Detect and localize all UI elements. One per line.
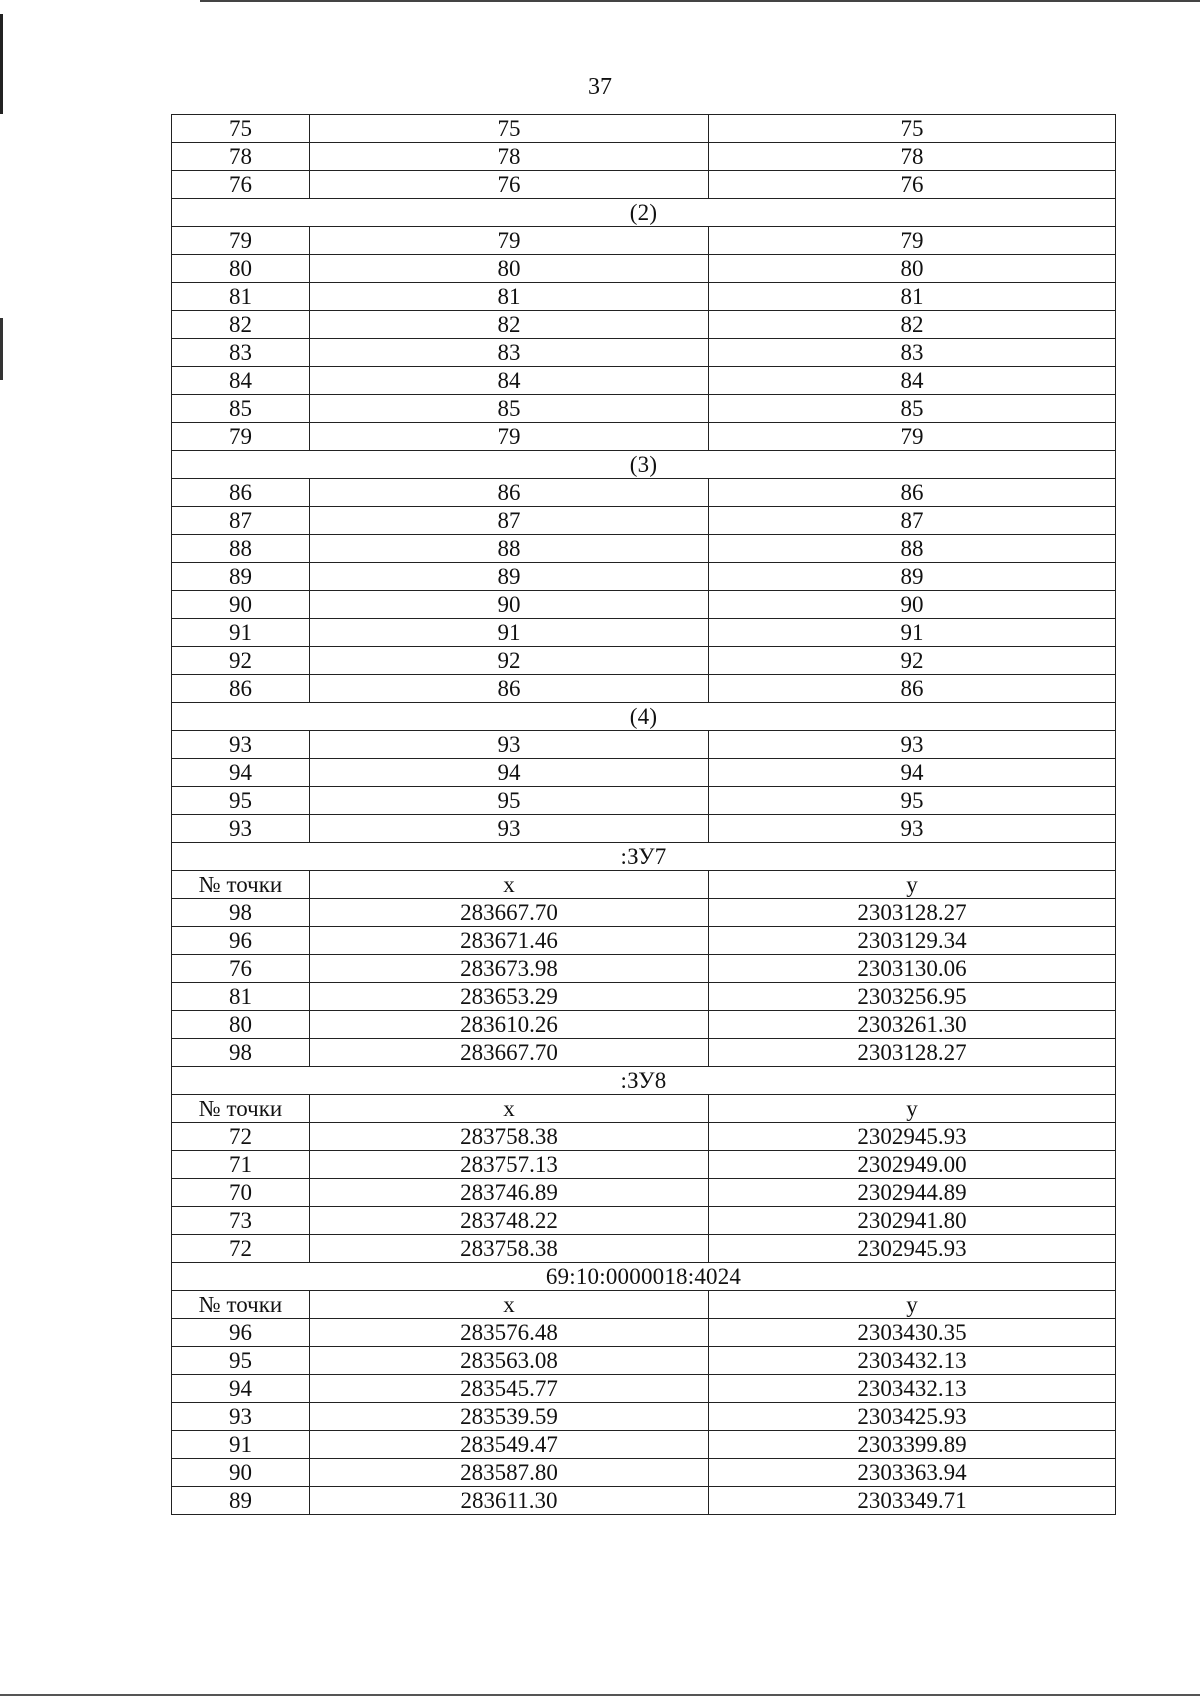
section-header-row [172, 1067, 1116, 1095]
x-coordinate-cell: 283610.26 [310, 1011, 709, 1039]
x-coordinate-cell: 283758.38 [310, 1123, 709, 1151]
y-coordinate-cell: y [709, 1291, 1116, 1319]
table-row [172, 871, 1116, 899]
y-coordinate-cell: 78 [709, 143, 1116, 171]
y-coordinate-cell: 2302949.00 [709, 1151, 1116, 1179]
table-row [172, 759, 1116, 787]
y-coordinate-cell: 2303425.93 [709, 1403, 1116, 1431]
table-row [172, 1403, 1116, 1431]
table-row [172, 1095, 1116, 1123]
point-number-cell: 80 [172, 1011, 310, 1039]
point-number-cell: 95 [172, 787, 310, 815]
y-coordinate-cell: 2303363.94 [709, 1459, 1116, 1487]
y-coordinate-cell: 87 [709, 507, 1116, 535]
table-row [172, 1179, 1116, 1207]
x-coordinate-cell: 75 [310, 115, 709, 143]
y-coordinate-cell: y [709, 871, 1116, 899]
table-row [172, 1123, 1116, 1151]
x-coordinate-cell: 79 [310, 227, 709, 255]
point-number-cell: № точки [172, 1095, 310, 1123]
y-coordinate-cell: 2303128.27 [709, 899, 1116, 927]
table-row [172, 479, 1116, 507]
y-coordinate-cell: 75 [709, 115, 1116, 143]
table-row [172, 171, 1116, 199]
x-coordinate-cell: 80 [310, 255, 709, 283]
section-title: 69:10:0000018:4024 [172, 1263, 1116, 1291]
y-coordinate-cell: 2303130.06 [709, 955, 1116, 983]
table-row [172, 899, 1116, 927]
x-coordinate-cell: 283563.08 [310, 1347, 709, 1375]
point-number-cell: 89 [172, 563, 310, 591]
table-row [172, 507, 1116, 535]
x-coordinate-cell: 78 [310, 143, 709, 171]
x-coordinate-cell: 91 [310, 619, 709, 647]
table-row [172, 1151, 1116, 1179]
y-coordinate-cell: 76 [709, 171, 1116, 199]
point-number-cell: 79 [172, 423, 310, 451]
point-number-cell: 95 [172, 1347, 310, 1375]
point-number-cell: 91 [172, 1431, 310, 1459]
table-row [172, 1487, 1116, 1515]
point-number-cell: 85 [172, 395, 310, 423]
y-coordinate-cell: 90 [709, 591, 1116, 619]
table-row [172, 1431, 1116, 1459]
table-row [172, 1039, 1116, 1067]
x-coordinate-cell: 92 [310, 647, 709, 675]
point-number-cell: 83 [172, 339, 310, 367]
table-row [172, 1375, 1116, 1403]
x-coordinate-cell: 283545.77 [310, 1375, 709, 1403]
table-row [172, 647, 1116, 675]
point-number-cell: 96 [172, 1319, 310, 1347]
y-coordinate-cell: 93 [709, 815, 1116, 843]
point-number-cell: 78 [172, 143, 310, 171]
point-number-cell: 81 [172, 983, 310, 1011]
y-coordinate-cell: 82 [709, 311, 1116, 339]
table-row [172, 115, 1116, 143]
y-coordinate-cell: 2302941.80 [709, 1207, 1116, 1235]
y-coordinate-cell: 2303432.13 [709, 1375, 1116, 1403]
point-number-cell: 92 [172, 647, 310, 675]
table-row [172, 675, 1116, 703]
table-row [172, 255, 1116, 283]
coordinates-table-body [172, 115, 1116, 1515]
point-number-cell: 91 [172, 619, 310, 647]
table-row [172, 731, 1116, 759]
point-number-cell: 93 [172, 731, 310, 759]
x-coordinate-cell: x [310, 1291, 709, 1319]
y-coordinate-cell: 80 [709, 255, 1116, 283]
y-coordinate-cell: 91 [709, 619, 1116, 647]
y-coordinate-cell: 85 [709, 395, 1116, 423]
y-coordinate-cell: 2302945.93 [709, 1123, 1116, 1151]
y-coordinate-cell: 2302944.89 [709, 1179, 1116, 1207]
y-coordinate-cell: 86 [709, 479, 1116, 507]
point-number-cell: 86 [172, 675, 310, 703]
x-coordinate-cell: 87 [310, 507, 709, 535]
x-coordinate-cell: 85 [310, 395, 709, 423]
x-coordinate-cell: 283671.46 [310, 927, 709, 955]
point-number-cell: 93 [172, 1403, 310, 1431]
point-number-cell: 75 [172, 115, 310, 143]
scan-edge-left [0, 318, 3, 380]
x-coordinate-cell: 283667.70 [310, 1039, 709, 1067]
point-number-cell: 93 [172, 815, 310, 843]
x-coordinate-cell: 283746.89 [310, 1179, 709, 1207]
section-title: :ЗУ7 [172, 843, 1116, 871]
x-coordinate-cell: 283611.30 [310, 1487, 709, 1515]
point-number-cell: 87 [172, 507, 310, 535]
y-coordinate-cell: 83 [709, 339, 1116, 367]
point-number-cell: 80 [172, 255, 310, 283]
y-coordinate-cell: 2303430.35 [709, 1319, 1116, 1347]
coordinates-table [171, 114, 1116, 1515]
point-number-cell: 70 [172, 1179, 310, 1207]
x-coordinate-cell: 86 [310, 479, 709, 507]
section-title: :ЗУ8 [172, 1067, 1116, 1095]
x-coordinate-cell: 283673.98 [310, 955, 709, 983]
point-number-cell: 86 [172, 479, 310, 507]
section-header-row [172, 703, 1116, 731]
table-row [172, 1207, 1116, 1235]
x-coordinate-cell: 283653.29 [310, 983, 709, 1011]
table-row [172, 1347, 1116, 1375]
y-coordinate-cell: 2303256.95 [709, 983, 1116, 1011]
x-coordinate-cell: 283587.80 [310, 1459, 709, 1487]
x-coordinate-cell: 94 [310, 759, 709, 787]
table-row [172, 1235, 1116, 1263]
x-coordinate-cell: 283539.59 [310, 1403, 709, 1431]
x-coordinate-cell: 79 [310, 423, 709, 451]
point-number-cell: 89 [172, 1487, 310, 1515]
table-row [172, 1319, 1116, 1347]
section-header-row [172, 199, 1116, 227]
x-coordinate-cell: 283549.47 [310, 1431, 709, 1459]
x-coordinate-cell: 76 [310, 171, 709, 199]
point-number-cell: 76 [172, 955, 310, 983]
x-coordinate-cell: 93 [310, 815, 709, 843]
point-number-cell: 71 [172, 1151, 310, 1179]
section-title: (4) [172, 703, 1116, 731]
point-number-cell: 79 [172, 227, 310, 255]
y-coordinate-cell: 79 [709, 227, 1116, 255]
x-coordinate-cell: 283748.22 [310, 1207, 709, 1235]
section-title: (3) [172, 451, 1116, 479]
table-row [172, 283, 1116, 311]
y-coordinate-cell: 2303261.30 [709, 1011, 1116, 1039]
section-header-row [172, 843, 1116, 871]
y-coordinate-cell: 92 [709, 647, 1116, 675]
y-coordinate-cell: 88 [709, 535, 1116, 563]
point-number-cell: 90 [172, 591, 310, 619]
x-coordinate-cell: 83 [310, 339, 709, 367]
x-coordinate-cell: 89 [310, 563, 709, 591]
x-coordinate-cell: 84 [310, 367, 709, 395]
point-number-cell: 96 [172, 927, 310, 955]
table-row [172, 619, 1116, 647]
x-coordinate-cell: 93 [310, 731, 709, 759]
x-coordinate-cell: 283757.13 [310, 1151, 709, 1179]
table-row [172, 815, 1116, 843]
y-coordinate-cell: 2302945.93 [709, 1235, 1116, 1263]
y-coordinate-cell: 2303129.34 [709, 927, 1116, 955]
y-coordinate-cell: 2303349.71 [709, 1487, 1116, 1515]
table-row [172, 311, 1116, 339]
x-coordinate-cell: 95 [310, 787, 709, 815]
point-number-cell: 73 [172, 1207, 310, 1235]
point-number-cell: № точки [172, 871, 310, 899]
section-title: (2) [172, 199, 1116, 227]
y-coordinate-cell: 89 [709, 563, 1116, 591]
point-number-cell: 72 [172, 1235, 310, 1263]
x-coordinate-cell: 81 [310, 283, 709, 311]
point-number-cell: 72 [172, 1123, 310, 1151]
scan-edge-bottom [0, 1694, 1200, 1696]
point-number-cell: 94 [172, 1375, 310, 1403]
x-coordinate-cell: 283576.48 [310, 1319, 709, 1347]
table-row [172, 927, 1116, 955]
y-coordinate-cell: 79 [709, 423, 1116, 451]
x-coordinate-cell: x [310, 1095, 709, 1123]
y-coordinate-cell: 95 [709, 787, 1116, 815]
table-row [172, 1459, 1116, 1487]
table-row [172, 339, 1116, 367]
y-coordinate-cell: 2303399.89 [709, 1431, 1116, 1459]
table-row [172, 955, 1116, 983]
point-number-cell: 76 [172, 171, 310, 199]
point-number-cell: 90 [172, 1459, 310, 1487]
y-coordinate-cell: 2303128.27 [709, 1039, 1116, 1067]
table-row [172, 787, 1116, 815]
x-coordinate-cell: 283667.70 [310, 899, 709, 927]
table-row [172, 367, 1116, 395]
table-row [172, 1011, 1116, 1039]
x-coordinate-cell: 82 [310, 311, 709, 339]
table-row [172, 983, 1116, 1011]
x-coordinate-cell: 86 [310, 675, 709, 703]
table-row [172, 563, 1116, 591]
x-coordinate-cell: 90 [310, 591, 709, 619]
table-row [172, 227, 1116, 255]
y-coordinate-cell: 93 [709, 731, 1116, 759]
point-number-cell: 88 [172, 535, 310, 563]
page-number: 37 [588, 74, 612, 100]
x-coordinate-cell: 283758.38 [310, 1235, 709, 1263]
table-row [172, 395, 1116, 423]
scan-edge-top [200, 0, 1200, 2]
x-coordinate-cell: 88 [310, 535, 709, 563]
section-header-row [172, 1263, 1116, 1291]
y-coordinate-cell: 86 [709, 675, 1116, 703]
point-number-cell: № точки [172, 1291, 310, 1319]
y-coordinate-cell: 84 [709, 367, 1116, 395]
table-row [172, 143, 1116, 171]
table-row [172, 591, 1116, 619]
point-number-cell: 82 [172, 311, 310, 339]
table-row [172, 423, 1116, 451]
y-coordinate-cell: 2303432.13 [709, 1347, 1116, 1375]
y-coordinate-cell: 81 [709, 283, 1116, 311]
x-coordinate-cell: x [310, 871, 709, 899]
y-coordinate-cell: y [709, 1095, 1116, 1123]
table-row [172, 1291, 1116, 1319]
section-header-row [172, 451, 1116, 479]
point-number-cell: 84 [172, 367, 310, 395]
point-number-cell: 81 [172, 283, 310, 311]
point-number-cell: 98 [172, 1039, 310, 1067]
point-number-cell: 98 [172, 899, 310, 927]
y-coordinate-cell: 94 [709, 759, 1116, 787]
point-number-cell: 94 [172, 759, 310, 787]
table-row [172, 535, 1116, 563]
